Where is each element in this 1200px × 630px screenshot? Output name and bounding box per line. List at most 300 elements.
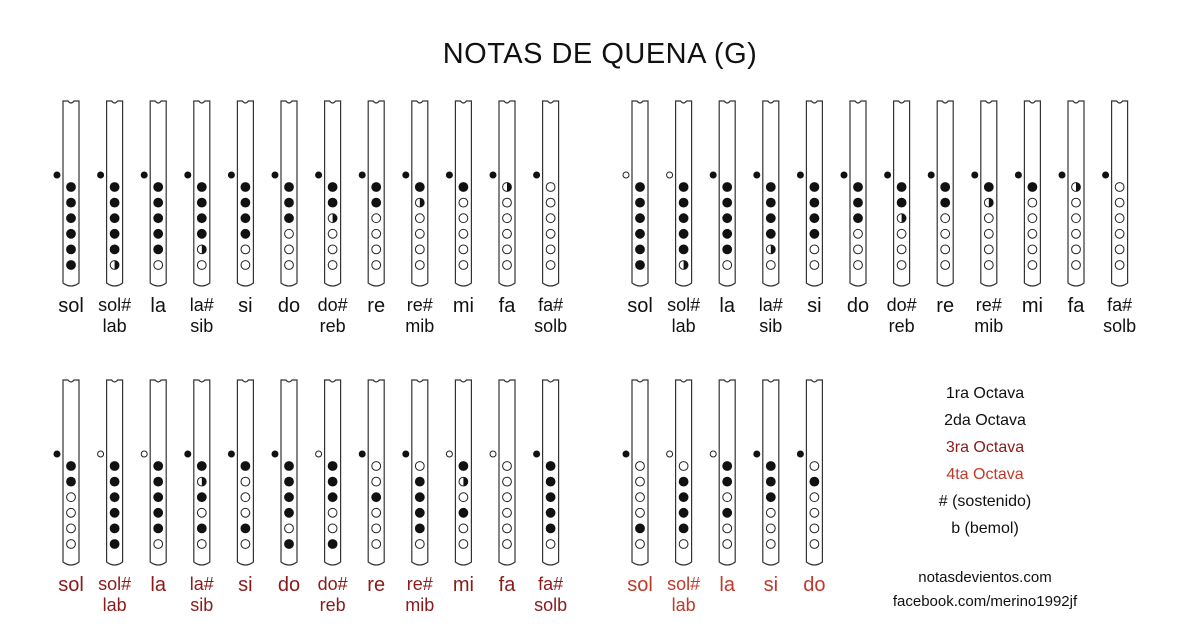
- note-name: mib: [405, 595, 435, 615]
- flute-body: [368, 101, 384, 286]
- finger-hole: [285, 214, 294, 223]
- finger-hole: [1028, 183, 1037, 192]
- note-label: [521, 574, 581, 616]
- finger-hole: [546, 540, 555, 549]
- finger-hole: [546, 183, 555, 192]
- finger-hole: [285, 245, 294, 254]
- finger-hole: [984, 183, 993, 192]
- note-name: mi: [452, 574, 474, 596]
- finger-hole: [110, 214, 119, 223]
- finger-hole: [897, 198, 906, 207]
- finger-hole: [810, 493, 819, 502]
- finger-hole: [372, 477, 381, 486]
- note-name: mi: [1021, 295, 1043, 317]
- finger-hole: [415, 524, 424, 533]
- note-name: solb: [1103, 316, 1137, 336]
- thumb-hole: [359, 451, 365, 457]
- note-name: si: [807, 295, 822, 317]
- finger-hole: [328, 524, 337, 533]
- finger-hole: [154, 183, 163, 192]
- finger-hole: [67, 508, 76, 517]
- finger-hole: [503, 245, 512, 254]
- finger-hole: [328, 183, 337, 192]
- finger-hole: [636, 198, 645, 207]
- legend-item: # (sostenido): [938, 493, 1032, 510]
- note-name: mi: [452, 295, 474, 317]
- note-name: sol: [58, 295, 84, 317]
- legend: [890, 380, 1080, 542]
- finger-hole: [679, 198, 688, 207]
- thumb-hole: [710, 451, 716, 457]
- note-name: mib: [405, 316, 435, 336]
- finger-hole: [285, 261, 294, 270]
- finger-hole: [154, 493, 163, 502]
- finger-hole: [984, 214, 993, 223]
- finger-hole: [154, 508, 163, 517]
- finger-hole: [110, 508, 119, 517]
- finger-hole: [810, 524, 819, 533]
- legend-item: 2da Octava: [944, 412, 1026, 429]
- finger-hole: [854, 198, 863, 207]
- finger-hole: [503, 261, 512, 270]
- flute-body: [632, 101, 648, 286]
- thumb-hole: [316, 172, 322, 178]
- note-name: sib: [190, 595, 214, 615]
- finger-hole: [854, 229, 863, 238]
- finger-hole: [372, 245, 381, 254]
- finger-hole: [766, 493, 775, 502]
- finger-hole: [459, 524, 468, 533]
- finger-hole: [285, 229, 294, 238]
- thumb-hole: [98, 451, 104, 457]
- page-title: NOTAS DE QUENA (G): [442, 38, 758, 70]
- finger-hole: [154, 261, 163, 270]
- legend-item: 3ra Octava: [945, 439, 1025, 456]
- thumb-hole: [710, 172, 716, 178]
- thumb-hole: [446, 451, 452, 457]
- flute-body: [937, 101, 953, 286]
- finger-hole: [110, 493, 119, 502]
- note-name: do#: [317, 574, 348, 594]
- note-name: si: [763, 574, 779, 596]
- finger-hole: [546, 462, 555, 471]
- finger-hole: [546, 214, 555, 223]
- finger-hole: [723, 540, 732, 549]
- finger-hole: [415, 477, 424, 486]
- finger-hole: [154, 214, 163, 223]
- finger-hole: [415, 245, 424, 254]
- finger-hole: [503, 508, 512, 517]
- note-name: sol: [627, 295, 653, 317]
- note-name: reb: [319, 595, 346, 615]
- thumb-hole: [1059, 172, 1065, 178]
- flute-body: [719, 101, 735, 286]
- finger-hole: [636, 493, 645, 502]
- finger-hole: [810, 229, 819, 238]
- finger-hole: [1072, 261, 1081, 270]
- finger-hole: [197, 261, 206, 270]
- finger-hole: [67, 183, 76, 192]
- finger-hole: [197, 508, 206, 517]
- finger-hole: [285, 524, 294, 533]
- finger-hole: [636, 245, 645, 254]
- finger-hole: [372, 183, 381, 192]
- flute-body: [150, 101, 166, 286]
- note-name: re: [936, 295, 955, 317]
- finger-hole: [810, 214, 819, 223]
- finger-hole: [636, 183, 645, 192]
- finger-hole: [241, 524, 250, 533]
- finger-hole: [854, 183, 863, 192]
- legend-item: 1ra Octava: [945, 385, 1025, 402]
- thumb-hole: [185, 172, 191, 178]
- finger-hole: [941, 261, 950, 270]
- finger-hole: [459, 198, 468, 207]
- finger-hole: [810, 508, 819, 517]
- finger-hole: [154, 462, 163, 471]
- finger-hole: [810, 183, 819, 192]
- note-name: re#: [406, 295, 433, 315]
- finger-hole: [679, 229, 688, 238]
- note-name: la#: [189, 295, 214, 315]
- finger-hole: [372, 214, 381, 223]
- note-label: [1090, 295, 1150, 337]
- finger-hole: [197, 183, 206, 192]
- finger-hole: [1028, 198, 1037, 207]
- finger-hole: [766, 540, 775, 549]
- finger-hole: [766, 198, 775, 207]
- finger-hole: [328, 477, 337, 486]
- finger-hole: [546, 493, 555, 502]
- finger-hole: [503, 493, 512, 502]
- note-name: la: [150, 295, 166, 317]
- thumb-hole: [403, 172, 409, 178]
- finger-hole: [241, 214, 250, 223]
- finger-hole: [723, 477, 732, 486]
- finger-hole: [1115, 183, 1124, 192]
- note-name: do: [277, 574, 301, 596]
- finger-hole: [810, 540, 819, 549]
- flute-body: [719, 380, 735, 565]
- thumb-hole: [885, 172, 891, 178]
- thumb-hole: [841, 172, 847, 178]
- finger-hole: [636, 524, 645, 533]
- finger-hole: [941, 198, 950, 207]
- note-name: fa: [498, 574, 516, 596]
- note-name: lab: [102, 595, 127, 615]
- thumb-hole: [141, 172, 147, 178]
- finger-hole: [546, 508, 555, 517]
- finger-hole: [1072, 245, 1081, 254]
- finger-hole: [197, 540, 206, 549]
- finger-hole: [503, 198, 512, 207]
- finger-hole: [503, 229, 512, 238]
- finger-hole: [723, 214, 732, 223]
- finger-hole: [1115, 229, 1124, 238]
- finger-hole: [285, 508, 294, 517]
- thumb-hole: [490, 451, 496, 457]
- finger-hole: [679, 524, 688, 533]
- finger-hole: [328, 493, 337, 502]
- flute-body: [1068, 101, 1084, 286]
- flute-body: [281, 380, 297, 565]
- finger-hole: [810, 245, 819, 254]
- finger-hole: [372, 540, 381, 549]
- finger-hole: [636, 261, 645, 270]
- finger-hole: [723, 198, 732, 207]
- finger-hole: [723, 493, 732, 502]
- finger-hole: [503, 540, 512, 549]
- finger-hole: [67, 229, 76, 238]
- finger-hole: [328, 198, 337, 207]
- finger-hole: [854, 261, 863, 270]
- note-name: do#: [317, 295, 348, 315]
- flute-body: [237, 380, 253, 565]
- note-name: fa: [498, 295, 516, 317]
- finger-hole: [897, 183, 906, 192]
- finger-hole: [503, 477, 512, 486]
- thumb-hole: [928, 172, 934, 178]
- finger-hole: [154, 245, 163, 254]
- finger-hole: [415, 214, 424, 223]
- finger-hole: [154, 524, 163, 533]
- finger-hole: [67, 245, 76, 254]
- finger-hole: [679, 462, 688, 471]
- finger-hole: [897, 229, 906, 238]
- thumb-hole: [797, 451, 803, 457]
- note-name: do: [846, 295, 870, 317]
- facebook-link[interactable]: facebook.com/merino1992jf: [892, 593, 1078, 610]
- finger-hole: [197, 198, 206, 207]
- note-name: la#: [189, 574, 214, 594]
- finger-hole: [679, 183, 688, 192]
- finger-hole: [285, 198, 294, 207]
- finger-hole: [984, 229, 993, 238]
- flute-body: [632, 380, 648, 565]
- finger-hole: [154, 198, 163, 207]
- finger-hole: [503, 524, 512, 533]
- flute-body: [763, 380, 779, 565]
- thumb-hole: [534, 451, 540, 457]
- finger-hole: [110, 245, 119, 254]
- finger-hole: [679, 540, 688, 549]
- flute-body: [368, 380, 384, 565]
- flute-body: [63, 101, 79, 286]
- finger-hole: [636, 477, 645, 486]
- note-name: re#: [975, 295, 1002, 315]
- finger-hole: [766, 229, 775, 238]
- flute-body: [281, 101, 297, 286]
- thumb-hole: [667, 172, 673, 178]
- thumb-hole: [185, 451, 191, 457]
- finger-hole: [636, 540, 645, 549]
- finger-hole: [154, 229, 163, 238]
- finger-hole: [285, 477, 294, 486]
- finger-hole: [415, 540, 424, 549]
- finger-hole: [636, 508, 645, 517]
- legend-item: 4ta Octava: [946, 466, 1024, 483]
- finger-hole: [1028, 229, 1037, 238]
- finger-hole: [328, 229, 337, 238]
- finger-hole: [415, 229, 424, 238]
- finger-hole: [197, 214, 206, 223]
- note-name: la#: [758, 295, 783, 315]
- note-name: la: [719, 574, 735, 596]
- finger-hole: [372, 198, 381, 207]
- note-name: mib: [974, 316, 1004, 336]
- finger-hole: [503, 462, 512, 471]
- flute-body: [107, 380, 123, 565]
- finger-hole: [197, 229, 206, 238]
- finger-hole: [241, 198, 250, 207]
- finger-hole: [241, 261, 250, 270]
- finger-hole: [766, 477, 775, 486]
- finger-hole: [636, 462, 645, 471]
- finger-hole: [636, 214, 645, 223]
- finger-hole: [241, 508, 250, 517]
- flute-body: [763, 101, 779, 286]
- finger-hole: [766, 214, 775, 223]
- finger-hole: [723, 229, 732, 238]
- finger-hole: [766, 524, 775, 533]
- finger-hole: [67, 198, 76, 207]
- finger-hole: [328, 462, 337, 471]
- finger-hole: [372, 524, 381, 533]
- thumb-hole: [141, 451, 147, 457]
- finger-hole: [941, 229, 950, 238]
- finger-hole: [241, 183, 250, 192]
- flute-body: [543, 101, 559, 286]
- note-name: sib: [759, 316, 783, 336]
- finger-hole: [1028, 245, 1037, 254]
- note-name: re: [367, 574, 386, 596]
- flute-body: [894, 101, 910, 286]
- note-name: la: [719, 295, 735, 317]
- legend-item: b (bemol): [951, 520, 1019, 537]
- flute-body: [850, 101, 866, 286]
- finger-hole: [723, 183, 732, 192]
- note-name: fa: [1067, 295, 1085, 317]
- note-name: solb: [534, 595, 568, 615]
- finger-hole: [241, 477, 250, 486]
- thumb-hole: [623, 451, 629, 457]
- finger-hole: [459, 462, 468, 471]
- finger-hole: [197, 524, 206, 533]
- thumb-hole: [797, 172, 803, 178]
- finger-hole: [679, 245, 688, 254]
- finger-hole: [854, 245, 863, 254]
- flute-body: [1024, 101, 1040, 286]
- finger-hole: [67, 540, 76, 549]
- finger-hole: [67, 214, 76, 223]
- finger-hole: [459, 229, 468, 238]
- finger-hole: [110, 198, 119, 207]
- finger-hole: [546, 524, 555, 533]
- flute-body: [806, 380, 822, 565]
- finger-hole: [328, 508, 337, 517]
- flute-body: [194, 380, 210, 565]
- finger-hole: [197, 462, 206, 471]
- finger-hole: [110, 229, 119, 238]
- thumb-hole: [403, 451, 409, 457]
- finger-hole: [679, 493, 688, 502]
- thumb-hole: [228, 451, 234, 457]
- thumb-hole: [754, 451, 760, 457]
- finger-hole: [1072, 214, 1081, 223]
- website-link[interactable]: notasdevientos.com: [918, 569, 1052, 586]
- finger-hole: [459, 214, 468, 223]
- finger-hole: [766, 508, 775, 517]
- finger-hole: [372, 462, 381, 471]
- note-name: sol#: [667, 574, 701, 594]
- finger-hole: [546, 477, 555, 486]
- finger-hole: [897, 245, 906, 254]
- finger-hole: [415, 508, 424, 517]
- note-name: si: [238, 574, 253, 596]
- flute-body: [412, 380, 428, 565]
- finger-hole: [459, 245, 468, 254]
- note-name: reb: [888, 316, 915, 336]
- note-name: sib: [190, 316, 214, 336]
- finger-hole: [766, 462, 775, 471]
- finger-hole: [723, 508, 732, 517]
- finger-hole: [328, 540, 337, 549]
- note-name: fa#: [538, 295, 564, 315]
- note-label: [521, 295, 581, 337]
- flute-body: [981, 101, 997, 286]
- flute-body: [412, 101, 428, 286]
- flute-body: [499, 380, 515, 565]
- finger-hole: [1028, 261, 1037, 270]
- finger-hole: [897, 261, 906, 270]
- finger-hole: [546, 229, 555, 238]
- finger-hole: [67, 261, 76, 270]
- note-name: do: [277, 295, 301, 317]
- note-name: do#: [886, 295, 917, 315]
- finger-hole: [372, 261, 381, 270]
- note-name: re#: [406, 574, 433, 594]
- finger-hole: [941, 183, 950, 192]
- flute-body: [237, 101, 253, 286]
- finger-hole: [154, 477, 163, 486]
- note-name: si: [238, 295, 253, 317]
- note-name: sol#: [98, 574, 132, 594]
- flute-body: [325, 101, 341, 286]
- flute-body: [676, 101, 692, 286]
- thumb-hole: [1103, 172, 1109, 178]
- note-name: sol: [58, 574, 84, 596]
- finger-hole: [285, 493, 294, 502]
- finger-hole: [67, 524, 76, 533]
- flute-body: [455, 380, 471, 565]
- note-name: lab: [671, 316, 696, 336]
- finger-hole: [415, 261, 424, 270]
- finger-hole: [372, 229, 381, 238]
- finger-hole: [810, 477, 819, 486]
- note-name: sol#: [98, 295, 132, 315]
- thumb-hole: [1015, 172, 1021, 178]
- note-name: re: [367, 295, 386, 317]
- note-name: lab: [671, 595, 696, 615]
- note-name: do: [803, 574, 826, 596]
- thumb-hole: [667, 451, 673, 457]
- finger-hole: [1028, 214, 1037, 223]
- finger-hole: [459, 183, 468, 192]
- finger-hole: [546, 245, 555, 254]
- finger-hole: [241, 462, 250, 471]
- note-name: sol#: [667, 295, 701, 315]
- note-name: la: [150, 574, 166, 596]
